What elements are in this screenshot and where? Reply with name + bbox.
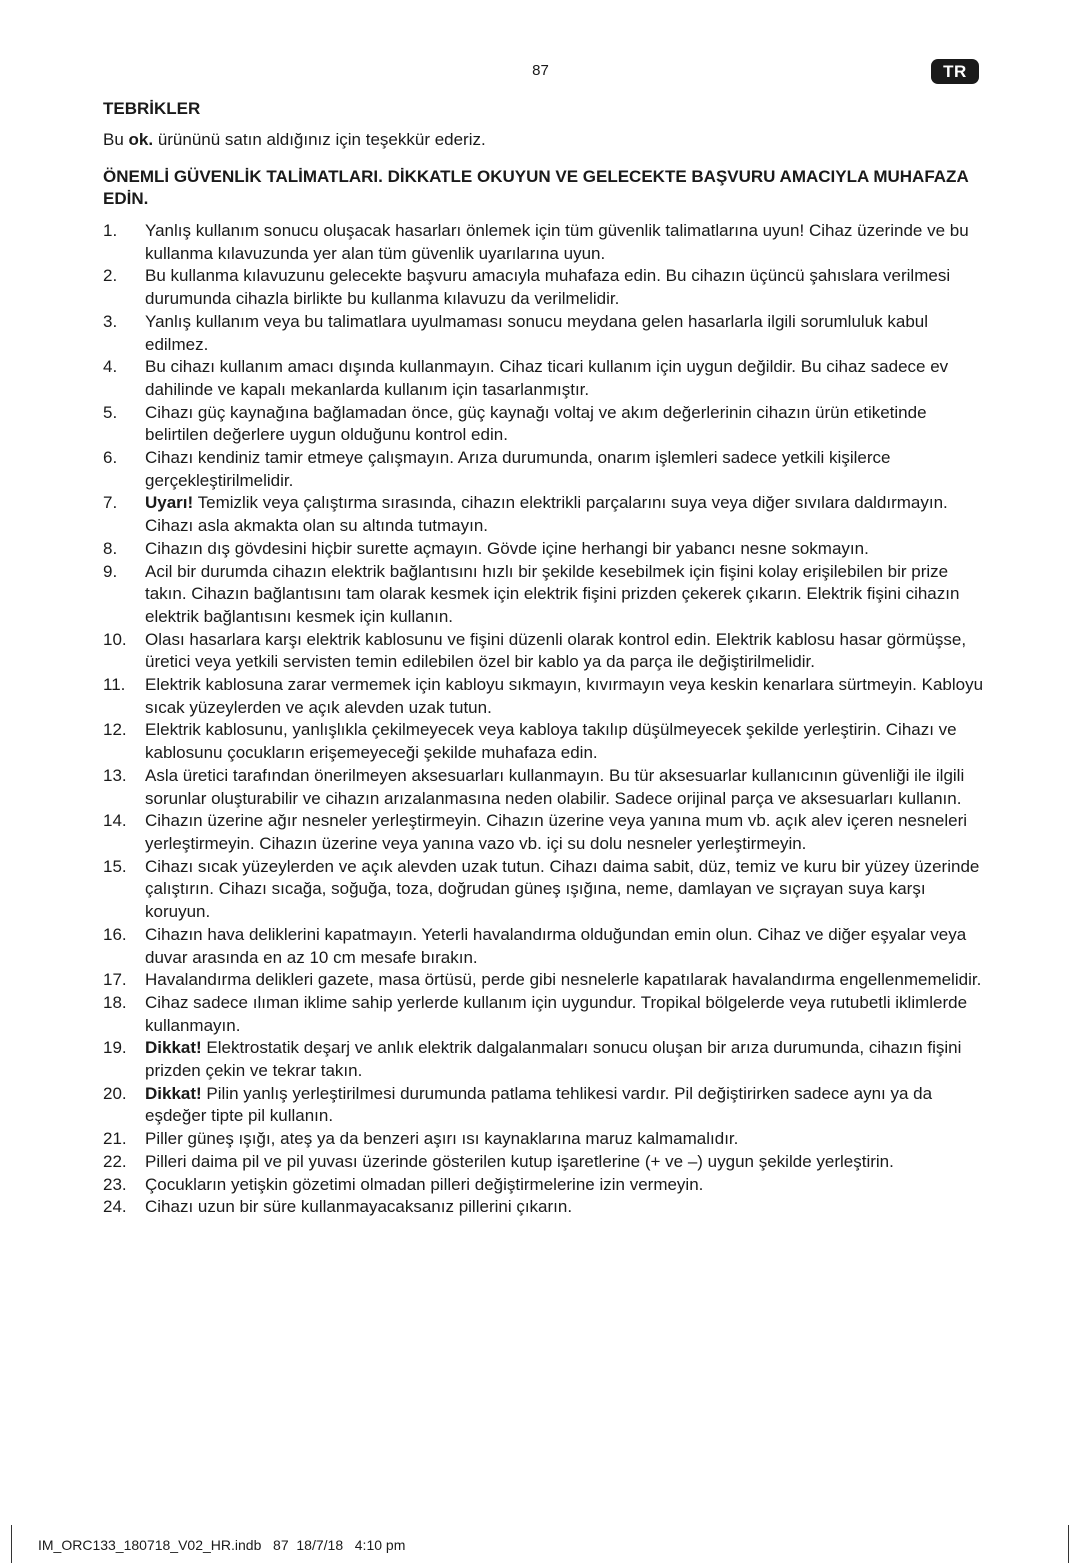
- safety-item-body: Yanlış kullanım veya bu talimatlara uyulmaması sonucu meydana gelen hasarlarla ilgili sorumluluk kabul edilmez.: [145, 311, 929, 354]
- safety-item-text: [145, 924, 988, 969]
- document-body: [103, 98, 988, 1219]
- safety-item: [103, 924, 988, 969]
- language-badge: TR: [931, 59, 979, 84]
- safety-item-text: [145, 1196, 988, 1219]
- print-footer: IM_ORC133_180718_V02_HR.indb 87 18/7/18 4:10 pm: [38, 1537, 406, 1553]
- safety-item-warning-label: Dikkat!: [145, 1038, 202, 1058]
- safety-item-text: [145, 402, 988, 447]
- safety-instructions-heading: ÖNEMLİ GÜVENLİK TALİMATLARI. DİKKATLE OKUYUN VE GELECEKTE BAŞVURU AMACIYLA MUHAFAZA EDİN.: [103, 167, 969, 208]
- safety-item-body: Cihazın üzerine ağır nesneler yerleştirmeyin. Cihazın üzerine veya yanına mum vb. açık alev içeren nesneleri yerleştirmeyin. Cihazın üzerine veya yanına vazo vb. içi su dolu nesneler yerleştirmeyin.: [145, 811, 968, 853]
- page-number: 87: [532, 62, 549, 79]
- safety-item-body: Pilin yanlış yerleştirilmesi durumunda patlama tehlikesi vardır. Pil değiştirirken sadece aynı ya da eşdeğer tipte pil kullanın.: [145, 1083, 933, 1126]
- safety-item-text: [145, 1083, 988, 1128]
- safety-item: [103, 674, 988, 719]
- safety-item-body: Havalandırma delikleri gazete, masa örtüsü, perde gibi nesnelerle kapatılarak havalandırma engellenmemelidir.: [145, 970, 982, 990]
- safety-item-number: 16.: [103, 924, 127, 944]
- safety-item: [103, 629, 988, 674]
- safety-item-number: 14.: [103, 811, 127, 831]
- safety-item: [103, 1151, 988, 1174]
- safety-item: [103, 969, 988, 992]
- safety-item-text: [145, 492, 988, 537]
- safety-item-text: [145, 447, 988, 492]
- safety-item: [103, 356, 988, 401]
- safety-item-text: [145, 265, 988, 310]
- safety-item-number: 19.: [103, 1038, 127, 1058]
- thanks-before: Bu: [103, 130, 129, 149]
- safety-item: [103, 538, 988, 561]
- safety-item: [103, 1174, 988, 1197]
- safety-item-body: Olası hasarlara karşı elektrik kablosunu ve fişini düzenli olarak kontrol edin. Elektrik kablosu hasar görmüşse, üretici veya yetkili servisten temin edilebilen özel bir kablo ya da parça ile değiştirilmelidir.: [145, 629, 967, 672]
- safety-item-number: 22.: [103, 1151, 127, 1171]
- safety-item: [103, 810, 988, 855]
- safety-item-body: Cihazın dış gövdesini hiçbir surette açmayın. Gövde içine herhangi bir yabancı nesne sokmayın.: [145, 538, 869, 558]
- safety-item-text: [145, 356, 988, 401]
- safety-item-number: 5.: [103, 402, 118, 422]
- safety-item-body: Cihazı kendiniz tamir etmeye çalışmayın. Arıza durumunda, onarım işlemleri sadece yetkili kişilerce gerçekleştirilmelidir.: [145, 448, 891, 490]
- safety-item-body: Piller güneş ışığı, ateş ya da benzeri aşırı ısı kaynaklarına maruz kalmamalıdır.: [145, 1129, 739, 1149]
- safety-item: [103, 992, 988, 1037]
- safety-item-text: [145, 1037, 988, 1082]
- safety-item-text: [145, 561, 988, 629]
- safety-item-text: [145, 629, 988, 674]
- safety-item-body: Cihazı güç kaynağına bağlamadan önce, güç kaynağı voltaj ve akım değerlerinin cihazın ürün etiketinde belirtilen değerlere uygun olduğunu kontrol edin.: [145, 402, 927, 445]
- safety-item: [103, 220, 988, 265]
- safety-item-number: 12.: [103, 720, 127, 740]
- safety-item-number: 4.: [103, 357, 118, 377]
- safety-item-body: Çocukların yetişkin gözetimi olmadan pilleri değiştirmelerine izin vermeyin.: [145, 1174, 704, 1194]
- safety-item: [103, 765, 988, 810]
- safety-item-body: Bu kullanma kılavuzunu gelecekte başvuru amacıyla muhafaza edin. Bu cihazın üçüncü şahıslara verilmesi durumunda cihazla birlikte bu kullanma kılavuzu da verilmelidir.: [145, 266, 951, 309]
- safety-item-number: 2.: [103, 266, 118, 286]
- safety-item-number: 11.: [103, 675, 126, 695]
- safety-item-text: [145, 1128, 988, 1151]
- safety-item-number: 6.: [103, 448, 118, 468]
- safety-item-text: [145, 969, 988, 992]
- safety-item: [103, 856, 988, 924]
- safety-item-body: Bu cihazı kullanım amacı dışında kullanmayın. Cihaz ticari kullanım için uygun değildir. Bu cihaz sadece ev dahilinde ve kapalı mekanlarda kullanım için tasarlanmıştır.: [145, 357, 949, 399]
- safety-item-text: [145, 538, 988, 561]
- safety-item-body: Acil bir durumda cihazın elektrik bağlantısını hızlı bir şekilde kesebilmek için fişini kolay erişilebilen bir prize takın. Cihazın bağlantısını tam olarak kesmek için elektrik fişini prizden çekerek çıkarın. Elektrik fişini cihazın elektrik bağlantısını kesmek için kullanın.: [145, 561, 960, 626]
- safety-item-number: 24.: [103, 1197, 127, 1217]
- safety-instructions-list: [103, 220, 988, 1219]
- safety-item: [103, 1083, 988, 1128]
- safety-item: [103, 447, 988, 492]
- safety-item-body: Cihazın hava deliklerini kapatmayın. Yeterli havalandırma olduğundan emin olun. Cihaz ve diğer eşyalar veya duvar arasında en az 10 cm mesafe bırakın.: [145, 924, 967, 967]
- safety-item-text: [145, 719, 988, 764]
- safety-item-number: 10.: [103, 629, 127, 649]
- safety-item: [103, 1037, 988, 1082]
- safety-item-number: 9.: [103, 561, 118, 581]
- safety-item-text: [145, 1151, 988, 1174]
- safety-item-body: Temizlik veya çalıştırma sırasında, cihazın elektrikli parçalarını suya veya diğer sıvılara daldırmayın. Cihazı asla akmakta olan su altında tutmayın.: [145, 493, 948, 536]
- safety-item-text: [145, 810, 988, 855]
- safety-item: [103, 719, 988, 764]
- safety-item-number: 18.: [103, 992, 127, 1012]
- crop-mark-right: [1068, 1525, 1069, 1563]
- safety-item-body: Elektrik kablosunu, yanlışlıkla çekilmeyecek veya kabloya takılıp düşülmeyecek şekilde yerleştirin. Cihazı ve kablosunu çocukların erişemeyeceği şekilde muhafaza edin.: [145, 720, 957, 763]
- safety-item-text: [145, 992, 988, 1037]
- safety-item-number: 1.: [103, 221, 118, 240]
- safety-item-body: Yanlış kullanım sonucu oluşacak hasarları önlemek için tüm güvenlik talimatlarına uyun! Cihaz üzerinde ve bu kullanma kılavuzunda yer alan tüm güvenlik uyarılarına uyun.: [145, 221, 969, 263]
- safety-item: [103, 1128, 988, 1151]
- safety-item-body: Cihazı uzun bir süre kullanmayacaksanız pillerini çıkarın.: [145, 1197, 573, 1217]
- safety-item: [103, 561, 988, 629]
- safety-item-number: 13.: [103, 765, 127, 785]
- safety-item-number: 7.: [103, 493, 118, 513]
- safety-item: [103, 265, 988, 310]
- thank-you-text: [103, 129, 988, 151]
- safety-item: [103, 311, 988, 356]
- safety-item-text: [145, 311, 988, 356]
- safety-item: [103, 402, 988, 447]
- safety-item-text: [145, 1174, 988, 1197]
- safety-item-warning-label: Dikkat!: [145, 1083, 202, 1103]
- safety-item-number: 3.: [103, 311, 118, 331]
- crop-mark-left: [11, 1525, 12, 1563]
- safety-item-text: [145, 856, 988, 924]
- congratulations-heading: TEBRİKLER: [103, 99, 201, 118]
- thanks-after: ürününü satın aldığınız için teşekkür ederiz.: [153, 130, 486, 149]
- safety-item-warning-label: Uyarı!: [145, 493, 194, 513]
- safety-item-body: Elektrik kablosuna zarar vermemek için kabloyu sıkmayın, kıvırmayın veya keskin kenarlara sürtmeyin. Kabloyu sıcak yüzeylerden ve açık alevden uzak tutun.: [145, 675, 984, 717]
- safety-item-number: 17.: [103, 970, 127, 990]
- safety-item-number: 15.: [103, 856, 127, 876]
- safety-item-number: 8.: [103, 538, 118, 558]
- safety-item: [103, 1196, 988, 1219]
- safety-item-text: [145, 220, 988, 265]
- safety-item-body: Cihaz sadece ılıman iklime sahip yerlerde kullanım için uygundur. Tropikal bölgelerde veya rutubetli iklimlerde kullanmayın.: [145, 992, 968, 1035]
- safety-item-number: 23.: [103, 1174, 127, 1194]
- brand-name: ok.: [128, 130, 154, 149]
- safety-item-text: [145, 765, 988, 810]
- safety-item-number: 21.: [103, 1129, 127, 1149]
- safety-item-number: 20.: [103, 1083, 127, 1103]
- safety-item: [103, 492, 988, 537]
- safety-item-body: Asla üretici tarafından önerilmeyen aksesuarları kullanmayın. Bu tür aksesuarlar kullanıcının güvenliği ile ilgili sorunlar oluşturabilir ve cihazın arızalanmasına neden olabilir. Sadece orijinal parça ve aksesuarları kullanın.: [145, 765, 965, 808]
- safety-item-body: Pilleri daima pil ve pil yuvası üzerinde gösterilen kutup işaretlerine (+ ve –) uygun şekilde yerleştirin.: [145, 1151, 894, 1171]
- safety-item-text: [145, 674, 988, 719]
- safety-item-body: Cihazı sıcak yüzeylerden ve açık alevden uzak tutun. Cihazı daima sabit, düz, temiz ve kuru bir yüzey üzerinde çalıştırın. Cihazı sıcağa, soğuğa, toza, doğrudan güneş ışığına, neme, damlayan ve sıçrayan suya karşı koruyun.: [145, 856, 980, 922]
- safety-item-body: Elektrostatik deşarj ve anlık elektrik dalgalanmaları sonucu oluşan bir arıza durumunda, cihazın fişini prizden çekin ve tekrar takın.: [145, 1038, 962, 1081]
